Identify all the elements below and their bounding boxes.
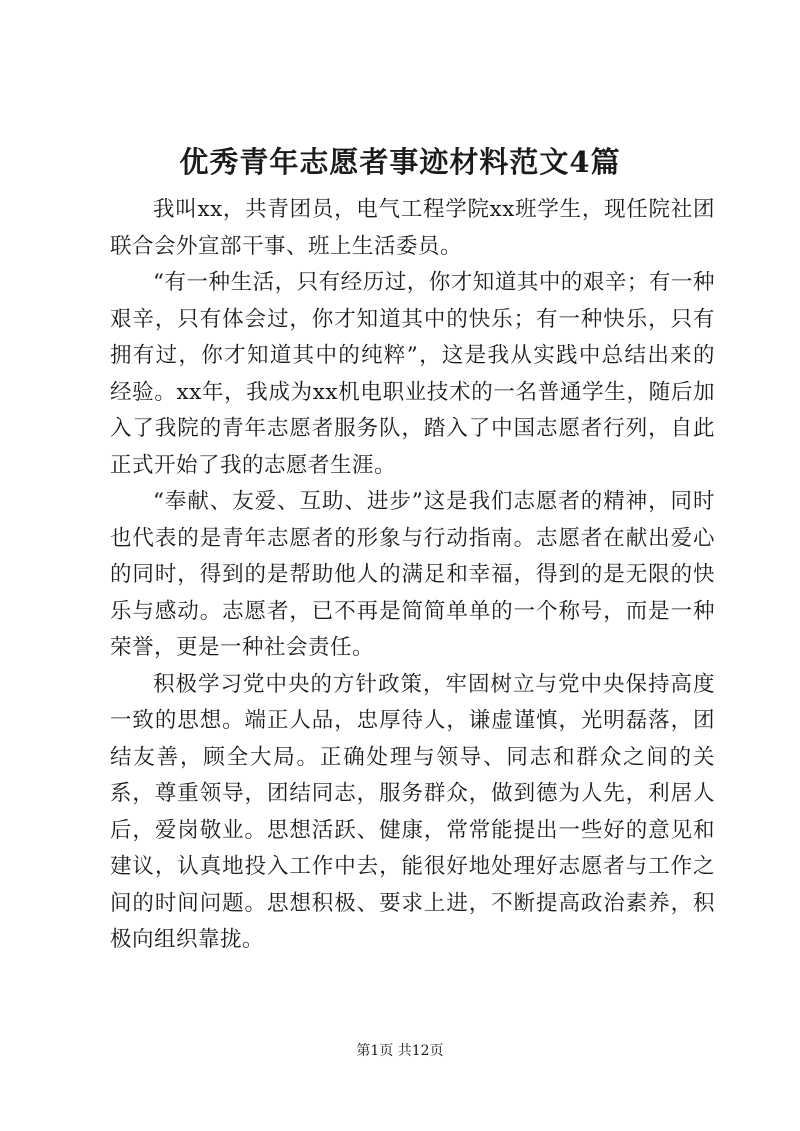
paragraph-spirit: “奉献、友爱、互助、进步”这是我们志愿者的精神，同时也代表的是青年志愿者的形象与行动指南。志愿者在献出爱心的同时，得到的是帮助他人的满足和幸福，得到的是无限的快乐与感动。志愿者，已不再是简简单单的一个称号，而是一种荣誉，更是一种社会责任。 <box>110 489 715 660</box>
document-title: 优秀青年志愿者事迹材料范文4篇 <box>179 145 621 179</box>
paragraph-conduct: 积极学习党中央的方针政策，牢固树立与党中央保持高度一致的思想。端正人品，忠厚待人，谦虚谨慎，光明磊落，团结友善，顾全大局。正确处理与领导、同志和群众之间的关系，尊重领导，团结同志，服务群众，做到德为人先，利居人后，爱岗敬业。思想活跃、健康，常常能提出一些好的意见和建议，认真地投入工作中去，能很好地处理好志愿者与工作之间的时间问题。思想积极、要求上进，不断提高政治素养，积极向组织靠拢。 <box>110 671 715 952</box>
page-number: 第1页 共12页 <box>356 1043 444 1059</box>
paragraph-intro: 我叫xx，共青团员，电气工程学院xx班学生，现任院社团联合会外宣部干事、班上生活委员。 <box>110 197 715 259</box>
document-body <box>110 192 715 959</box>
paragraph-experience: “有一种生活，只有经历过，你才知道其中的艰辛；有一种艰辛，只有体会过，你才知道其中的快乐；有一种快乐，只有拥有过，你才知道其中的纯粹”，这是我从实践中总结出来的经验。xx年，我成为xx机电职业技术的一名普通学生，随后加入了我院的青年志愿者服务队，踏入了中国志愿者行列，自此正式开始了我的志愿者生涯。 <box>110 270 715 478</box>
